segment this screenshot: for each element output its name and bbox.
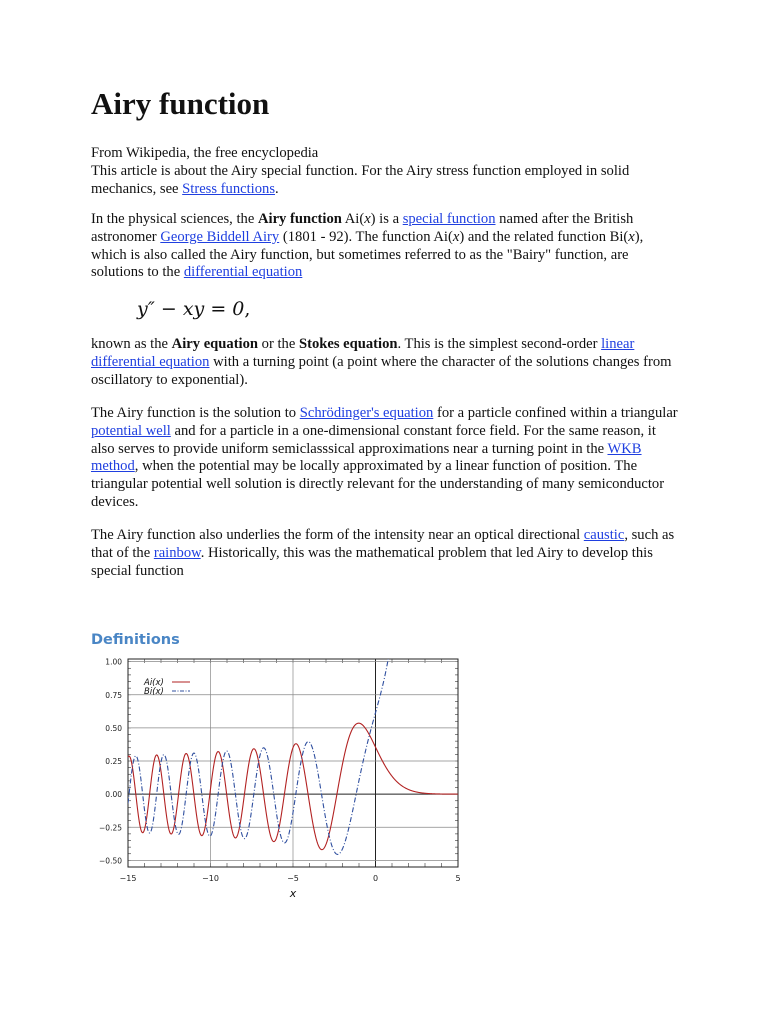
x-tick-label: −10 bbox=[202, 874, 219, 883]
paragraph-airy-equation bbox=[91, 336, 681, 389]
link-rainbow[interactable]: rainbow bbox=[153, 544, 201, 561]
intro-var: x bbox=[452, 228, 460, 245]
para-text: known as the bbox=[91, 336, 172, 352]
link-linear-differential-equation[interactable]: linear differential equation bbox=[91, 336, 635, 370]
link-potential-well[interactable]: potential well bbox=[91, 422, 171, 439]
intro-var: x bbox=[364, 211, 371, 227]
y-tick-label: −0.25 bbox=[99, 823, 122, 833]
airy-equation bbox=[137, 298, 250, 320]
hatnote-end: . bbox=[275, 180, 279, 197]
hatnote-text: This article is about the Airy special function. For the Airy stress function employed in solid mechanics, see bbox=[91, 162, 630, 197]
x-tick-label: −5 bbox=[287, 874, 299, 883]
intro-paragraph bbox=[91, 211, 681, 282]
para-text: The Airy function is the solution to bbox=[91, 405, 300, 421]
equation-end: , bbox=[244, 298, 251, 320]
page-title: Airy function bbox=[91, 86, 270, 121]
intro-text: Ai( bbox=[341, 211, 365, 227]
para-text: , when the potential may be locally approximated by a linear function of position. The triangular potential well solution is directly relevant for the understanding of many semiconductor devices. bbox=[91, 458, 665, 510]
x-tick-label: 0 bbox=[372, 874, 379, 883]
intro-text: ), which is also called the Airy function, but sometimes referred to as the "Bairy" function, are solutions to the bbox=[91, 228, 644, 281]
section-heading-definitions: Definitions bbox=[91, 632, 180, 648]
bold-term-airy-equation: Airy equation bbox=[171, 336, 259, 352]
para-text: and for a particle in a one-dimensional constant force field. For the same reason, it also serves to provide uniform semiclasssical approximations near a turning point in the bbox=[91, 422, 656, 457]
link-special-function[interactable]: special function bbox=[402, 211, 496, 227]
x-tick-label: 5 bbox=[455, 874, 461, 883]
intro-text: (1801 - 92). The function Ai( bbox=[279, 228, 453, 245]
para-text: . This is the simplest second-order bbox=[397, 336, 602, 352]
para-text: with a turning point (a point where the character of the solutions changes from oscillatory to exponential). bbox=[91, 353, 672, 388]
intro-text: In the physical sciences, the bbox=[91, 211, 258, 227]
article-header bbox=[91, 145, 681, 198]
link-george-biddell-airy[interactable]: George Biddell Airy bbox=[160, 228, 280, 245]
legend-label: Ai(x) bbox=[144, 678, 164, 688]
equation-body: y″ − xy = 0 bbox=[137, 298, 245, 320]
link-stress-functions[interactable]: Stress functions bbox=[182, 180, 276, 197]
y-tick-label: 1.00 bbox=[105, 657, 122, 667]
legend-label: Bi(x) bbox=[144, 687, 164, 697]
hatnote bbox=[91, 163, 681, 199]
y-tick-label: −0.50 bbox=[99, 856, 122, 866]
intro-text: ) is a bbox=[370, 211, 403, 227]
link-differential-equation[interactable]: differential equation bbox=[183, 264, 303, 281]
link-caustic[interactable]: caustic bbox=[583, 527, 625, 543]
bold-term-stokes-equation: Stokes equation bbox=[298, 336, 398, 352]
paragraph-caustic bbox=[91, 527, 681, 580]
para-text: . Historically, this was the mathematical problem that led Airy to develop this special function bbox=[91, 544, 653, 579]
y-tick-label: 0.25 bbox=[105, 757, 122, 767]
link-schrodingers-equation[interactable]: Schrödinger's equation bbox=[299, 405, 434, 421]
para-text: or the bbox=[258, 336, 299, 352]
airy-chart-svg bbox=[90, 655, 470, 900]
y-tick-label: 0.50 bbox=[105, 723, 122, 733]
paragraph-schrodinger bbox=[91, 405, 681, 512]
y-tick-label: 0.75 bbox=[105, 690, 122, 700]
para-text: The Airy function also underlies the form of the intensity near an optical directional bbox=[91, 527, 584, 543]
intro-bold-term: Airy function bbox=[257, 211, 342, 227]
intro-text: ) and the related function Bi( bbox=[459, 228, 629, 245]
airy-plot bbox=[90, 655, 470, 900]
source-line: From Wikipedia, the free encyclopedia bbox=[91, 145, 319, 161]
link-wkb-method[interactable]: WKB method bbox=[91, 440, 642, 475]
para-text: , such as that of the bbox=[91, 527, 675, 561]
y-tick-label: 0.00 bbox=[105, 790, 122, 800]
para-text: for a particle confined within a triangular bbox=[433, 405, 678, 421]
intro-var: x bbox=[628, 228, 635, 245]
intro-text: named after the British astronomer bbox=[91, 211, 634, 245]
x-tick-label: −15 bbox=[119, 874, 137, 883]
x-axis-label: x bbox=[289, 887, 297, 900]
